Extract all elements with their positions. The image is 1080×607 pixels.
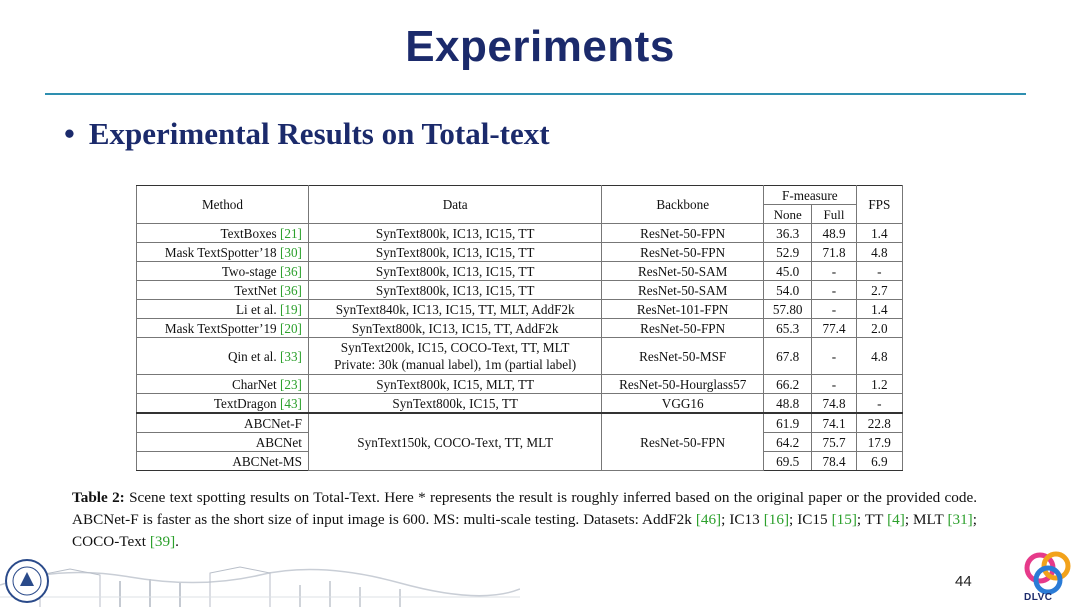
backbone-cell: ResNet-50-SAM xyxy=(602,281,764,300)
table-row xyxy=(137,338,903,375)
building-sketch-decoration xyxy=(0,545,520,607)
method-name: Two-stage xyxy=(221,263,277,279)
method-cell: ABCNet-F xyxy=(137,413,309,433)
header-fps: FPS xyxy=(856,186,902,224)
table-row xyxy=(137,375,903,394)
none-cell: 52.9 xyxy=(764,243,812,262)
caption-ref: [4] xyxy=(887,511,905,528)
fps-cell: 4.8 xyxy=(856,338,902,375)
data-cell: SynText800k, IC13, IC15, TT, AddF2k xyxy=(308,319,601,338)
method-cell xyxy=(137,243,309,262)
table-row xyxy=(137,262,903,281)
table-row xyxy=(137,394,903,414)
backbone-cell: VGG16 xyxy=(602,394,764,414)
method-cell xyxy=(137,281,309,300)
method-ref: [19] xyxy=(279,301,302,317)
method-ref: [21] xyxy=(279,225,302,241)
fps-cell: 1.4 xyxy=(856,300,902,319)
method-name: TextNet xyxy=(234,282,277,298)
method-name: Li et al. xyxy=(236,301,277,317)
full-cell: 74.1 xyxy=(812,413,856,433)
method-ref: [36] xyxy=(279,282,302,298)
table-row xyxy=(137,300,903,319)
method-name: Mask TextSpotter’19 xyxy=(164,320,277,336)
caption-text: ; IC15 xyxy=(789,511,832,528)
method-cell xyxy=(137,394,309,414)
fps-cell: 17.9 xyxy=(856,433,902,452)
method-ref: [33] xyxy=(279,348,302,364)
caption-ref: [15] xyxy=(831,511,857,528)
page-number: 44 xyxy=(955,573,972,590)
caption-text: ; MLT xyxy=(904,511,948,528)
full-cell: 48.9 xyxy=(812,224,856,243)
data-cell: SynText800k, IC13, IC15, TT xyxy=(308,224,601,243)
method-cell xyxy=(137,300,309,319)
caption-ref: [46] xyxy=(695,511,722,528)
full-cell: 74.8 xyxy=(812,394,856,414)
fps-cell: 22.8 xyxy=(856,413,902,433)
data-cell: SynText800k, IC13, IC15, TT xyxy=(308,281,601,300)
method-name: TextBoxes xyxy=(220,225,277,241)
backbone-cell: ResNet-50-MSF xyxy=(602,338,764,375)
none-cell: 67.8 xyxy=(764,338,812,375)
backbone-cell: ResNet-50-FPN xyxy=(602,319,764,338)
backbone-cell: ResNet-50-Hourglass57 xyxy=(602,375,764,394)
none-cell: 66.2 xyxy=(764,375,812,394)
method-name: Mask TextSpotter’18 xyxy=(164,244,277,260)
data-cell-ours: SynText150k, COCO-Text, TT, MLT xyxy=(308,413,601,471)
backbone-cell: ResNet-101-FPN xyxy=(602,300,764,319)
table-caption xyxy=(72,487,977,553)
bullet-heading xyxy=(64,116,550,152)
method-cell xyxy=(137,319,309,338)
table-row xyxy=(137,243,903,262)
header-fmeasure: F-measure xyxy=(764,186,857,205)
none-cell: 36.3 xyxy=(764,224,812,243)
method-ref: [43] xyxy=(279,395,302,411)
data-line: SynText200k, IC15, COCO-Text, TT, MLT xyxy=(340,340,570,355)
method-name: CharNet xyxy=(231,376,277,392)
caption-text: ; COCO-Text xyxy=(72,511,977,550)
fps-cell: 1.2 xyxy=(856,375,902,394)
table-row-ours xyxy=(137,413,903,433)
table-row xyxy=(137,319,903,338)
full-cell: - xyxy=(812,281,856,300)
dlvc-logo-text: DLVC xyxy=(1024,592,1053,603)
backbone-cell: ResNet-50-SAM xyxy=(602,262,764,281)
caption-text: . xyxy=(175,533,179,550)
method-name: TextDragon xyxy=(213,395,277,411)
method-name: Qin et al. xyxy=(227,348,277,364)
method-ref: [20] xyxy=(279,320,302,336)
backbone-cell: ResNet-50-FPN xyxy=(602,243,764,262)
method-cell: ABCNet xyxy=(137,433,309,452)
full-cell: - xyxy=(812,300,856,319)
full-cell: 71.8 xyxy=(812,243,856,262)
data-cell xyxy=(308,338,601,375)
fps-cell: 4.8 xyxy=(856,243,902,262)
method-cell xyxy=(137,375,309,394)
header-none: None xyxy=(764,205,812,224)
full-cell: 75.7 xyxy=(812,433,856,452)
results-table xyxy=(136,185,903,471)
caption-label: Table 2: xyxy=(72,489,125,506)
fps-cell: 2.7 xyxy=(856,281,902,300)
table-row xyxy=(137,281,903,300)
none-cell: 45.0 xyxy=(764,262,812,281)
none-cell: 65.3 xyxy=(764,319,812,338)
backbone-cell: ResNet-50-FPN xyxy=(602,224,764,243)
none-cell: 57.80 xyxy=(764,300,812,319)
fps-cell: 1.4 xyxy=(856,224,902,243)
caption-ref: [16] xyxy=(763,511,790,528)
data-cell: SynText800k, IC15, MLT, TT xyxy=(308,375,601,394)
bullet-text: Experimental Results on Total-text xyxy=(88,116,550,151)
caption-ref: [31] xyxy=(947,511,973,528)
none-cell: 69.5 xyxy=(764,452,812,471)
table-row xyxy=(137,224,903,243)
data-cell: SynText800k, IC13, IC15, TT xyxy=(308,243,601,262)
caption-text: Scene text spotting results on Total-Text. Here * represents the result is roughly inferred based on the original paper or the provided code. ABCNet-F is faster as the short size of input image is 600. MS: multi-scale testing. Datasets: AddF2k xyxy=(72,489,977,528)
data-line: Private: 30k (manual label), 1m (partial label) xyxy=(334,357,577,372)
table-header-row xyxy=(137,186,903,205)
method-ref: [30] xyxy=(279,244,302,260)
fps-cell: - xyxy=(856,262,902,281)
none-cell: 54.0 xyxy=(764,281,812,300)
method-cell xyxy=(137,338,309,375)
title-divider xyxy=(45,93,1026,95)
caption-text: ; TT xyxy=(856,511,888,528)
fps-cell: 6.9 xyxy=(856,452,902,471)
full-cell: - xyxy=(812,262,856,281)
header-full: Full xyxy=(812,205,856,224)
method-ref: [36] xyxy=(279,263,302,279)
full-cell: - xyxy=(812,338,856,375)
fps-cell: 2.0 xyxy=(856,319,902,338)
fps-cell: - xyxy=(856,394,902,414)
bullet-dot: • xyxy=(64,116,75,151)
backbone-cell-ours: ResNet-50-FPN xyxy=(602,413,764,471)
none-cell: 48.8 xyxy=(764,394,812,414)
slide-title: Experiments xyxy=(405,22,675,71)
full-cell: 78.4 xyxy=(812,452,856,471)
method-cell xyxy=(137,224,309,243)
full-cell: - xyxy=(812,375,856,394)
none-cell: 64.2 xyxy=(764,433,812,452)
data-cell: SynText840k, IC13, IC15, TT, MLT, AddF2k xyxy=(308,300,601,319)
header-data: Data xyxy=(308,186,601,224)
method-ref: [23] xyxy=(279,376,302,392)
header-method: Method xyxy=(137,186,309,224)
caption-ref: [39] xyxy=(149,533,176,550)
none-cell: 61.9 xyxy=(764,413,812,433)
method-cell xyxy=(137,262,309,281)
method-cell: ABCNet-MS xyxy=(137,452,309,471)
header-backbone: Backbone xyxy=(602,186,764,224)
data-cell: SynText800k, IC13, IC15, TT xyxy=(308,262,601,281)
data-cell: SynText800k, IC15, TT xyxy=(308,394,601,414)
university-seal-icon xyxy=(4,558,50,604)
full-cell: 77.4 xyxy=(812,319,856,338)
caption-text: ; IC13 xyxy=(721,511,764,528)
